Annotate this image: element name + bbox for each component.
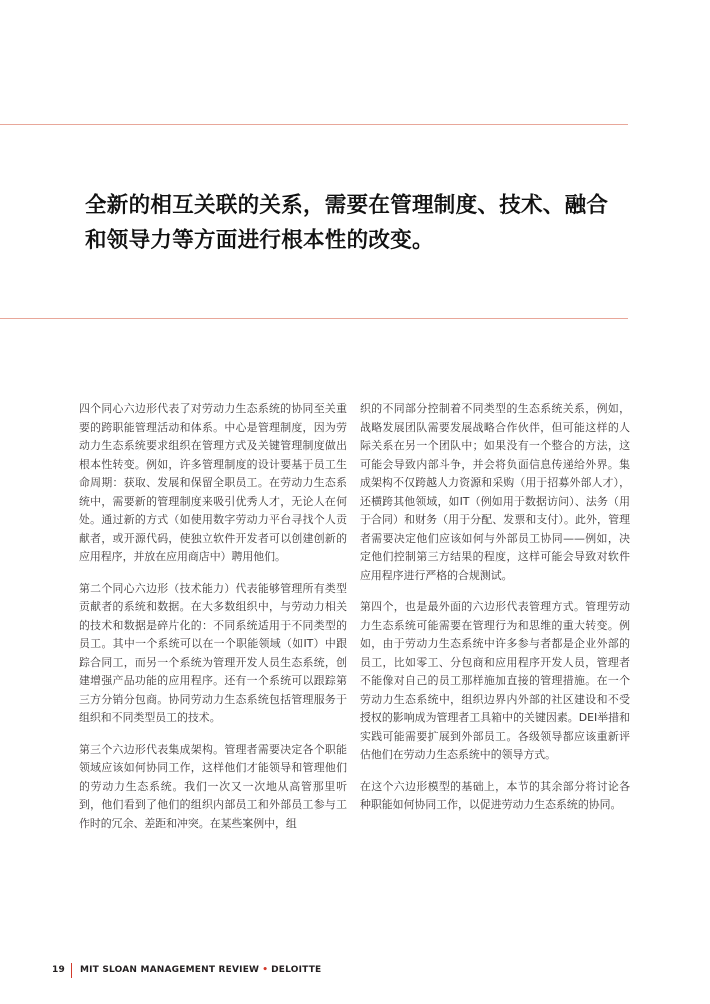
page-footer bbox=[52, 962, 321, 978]
publication-name: MIT SLOAN MANAGEMENT REVIEW bbox=[79, 965, 260, 975]
body-paragraph: 织的不同部分控制着不同类型的生态系统关系，例如，战略发展团队需要发展战略合作伙伴，但可能这样的人际关系在另一个团队中；如果没有一个整合的方法，这可能会导致内部斗争，并会将负面信息传递给外界。集成架构不仅跨越人力资源和采购（用于招募外部人才），还横跨其他领域，如IT（例如用于数据访问）、法务（用于合同）和财务（用于分配、发票和支付）。此外，管理者需要决定他们应该如何与外部员工协同——例如，决定他们控制第三方结果的程度，这样可能会导致对软件应用程序进行严格的合规测试。 bbox=[360, 402, 630, 582]
footer-separator: • bbox=[262, 965, 269, 975]
body-paragraph: 第三个六边形代表集成架构。管理者需要决定各个职能领域应该如何协同工作，这样他们才能领导和管理他们的劳动力生态系统。我们一次又一次地从高管那里听到，他们看到了他们的组织内部员工和外部员工参与工作时的冗余、差距和冲突。在某些案例中，组 bbox=[79, 742, 347, 830]
partner-name: DELOITTE bbox=[271, 965, 322, 975]
body-paragraph: 第四个，也是最外面的六边形代表管理方式。管理劳动力生态系统可能需要在管理行为和思维的重大转变。例如，由于劳动力生态系统中许多参与者都是企业外部的员工，比如零工、分包商和应用程序开发人员，管理者不能像对自己的员工那样施加直接的管理措施。在一个劳动力生态系统中，组织边界内外部的社区建设和不受授权的影响成为管理者工具箱中的关键因素。DEI举措和实践可能需要扩展到外部员工。各级领导都应该重新评估他们在劳动力生态系统中的领导方式。 bbox=[360, 600, 630, 761]
right-text-column bbox=[360, 400, 630, 828]
page-number: 19 bbox=[52, 965, 65, 975]
left-text-column bbox=[79, 400, 347, 846]
body-paragraph: 第二个同心六边形（技术能力）代表能够管理所有类型贡献者的系统和数据。在大多数组织中，与劳动力相关的技术和数据是碎片化的：不同系统适用于不同类型的员工。其中一个系统可以在一个职能领域（如IT）中跟踪合同工，而另一个系统为管理开发人员生态系统，创建增强产品功能的应用程序。还有一个系统可以跟踪第三方分销分包商。协同劳动力生态系统包括管理服务于组织和不同类型员工的技术。 bbox=[79, 581, 347, 724]
body-paragraph: 在这个六边形模型的基础上，本节的其余部分将讨论各种职能如何协同工作，以促进劳动力生态系统的协同。 bbox=[360, 779, 630, 811]
body-paragraph: 四个同心六边形代表了对劳动力生态系统的协同至关重要的跨职能管理活动和体系。中心是管理制度，因为劳动力生态系统要求组织在管理方式及关键管理制度做出根本性转变。例如，许多管理制度的设计要基于员工生命周期：获取、发展和保留全职员工。在劳动力生态系统中，需要新的管理制度来吸引优秀人才，无论人在何处。通过新的方式（如使用数字劳动力平台寻找个人贡献者，或开源代码，使独立软件开发者可以创建创新的应用程序，并放在应用商店中）聘用他们。 bbox=[79, 402, 347, 563]
bottom-divider-rule bbox=[0, 318, 628, 319]
footer-divider bbox=[71, 963, 72, 978]
page-headline: 全新的相互关联的关系，需要在管理制度、技术、融合和领导力等方面进行根本性的改变。 bbox=[85, 193, 609, 253]
top-divider-rule bbox=[0, 124, 628, 125]
